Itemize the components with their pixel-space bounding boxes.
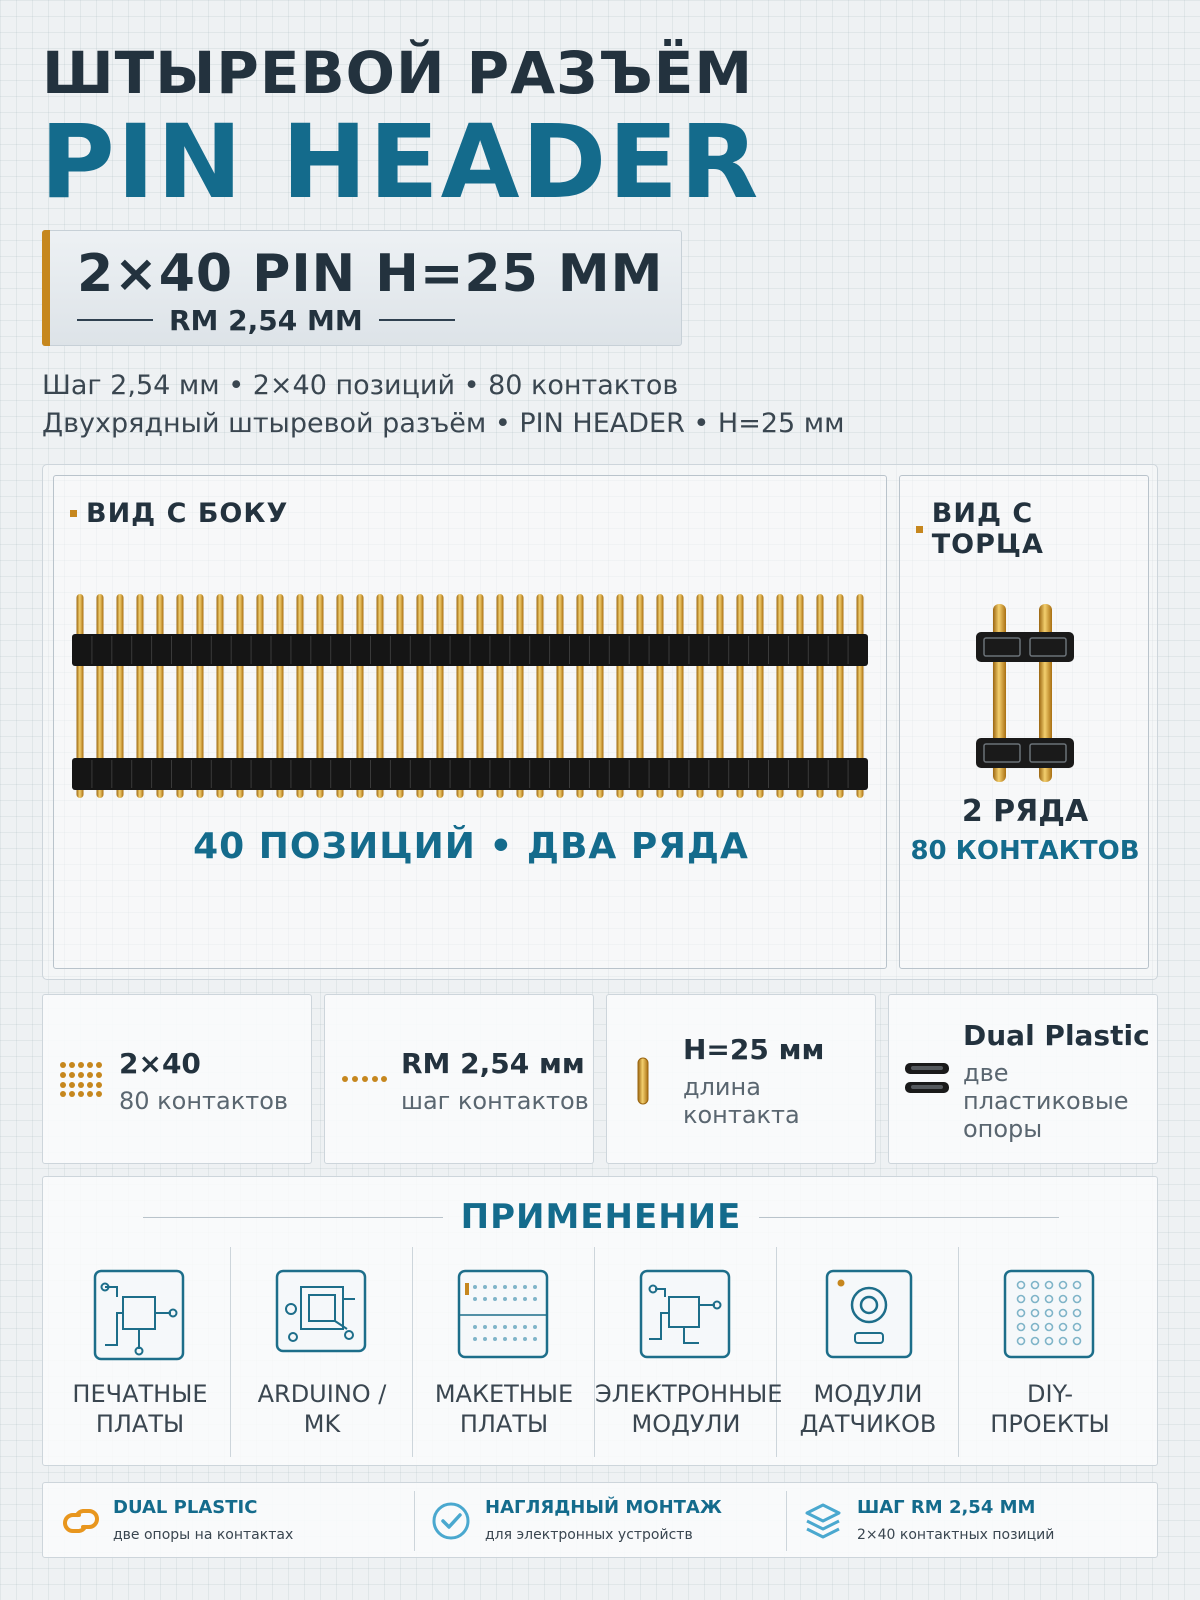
- title-russian: ШТЫРЕВОЙ РАЗЪЁМ: [42, 39, 754, 107]
- pin-grid-icon: [59, 1061, 103, 1097]
- sensor-module-icon: [821, 1269, 913, 1361]
- application-diy: [959, 1247, 1141, 1457]
- end-view-title: [916, 498, 1148, 560]
- application-label-line2: ПЛАТЫ: [95, 1410, 185, 1438]
- bottom-item-title: ШАГ RM 2,54 MM: [857, 1497, 1036, 1518]
- application-electronic-modules: [595, 1247, 783, 1457]
- description-line-2: Двухрядный штыревой разъём • PIN HEADER • H=25 мм: [42, 408, 845, 439]
- end-view-rows: 2 РЯДА: [961, 794, 1089, 829]
- bottom-item-pitch: [787, 1483, 1159, 1559]
- title-english: PIN HEADER: [40, 103, 761, 222]
- application-label: [413, 1379, 595, 1439]
- side-view-card: [53, 475, 887, 969]
- feature-subtitle-3: опоры: [963, 1115, 1043, 1143]
- divider-line: [77, 319, 153, 321]
- link-icon: [59, 1501, 103, 1541]
- diy-grid-icon: [1003, 1269, 1095, 1361]
- divider-line: [379, 319, 455, 321]
- applications-panel: [42, 1176, 1158, 1466]
- pin-length-icon: [637, 1057, 649, 1105]
- feature-title: RM 2,54 мм: [401, 1047, 585, 1080]
- application-breadboard: [413, 1247, 595, 1457]
- feature-card-pins: [42, 994, 312, 1164]
- feature-subtitle-1: длина: [683, 1073, 761, 1101]
- spec-box: [42, 230, 682, 346]
- application-label-line2: ПЛАТЫ: [459, 1410, 549, 1438]
- application-pcb: [49, 1247, 231, 1457]
- application-sensor-modules: [777, 1247, 959, 1457]
- dual-plastic-icon: [905, 1063, 949, 1093]
- side-view-drawing: [64, 586, 874, 806]
- application-label-line1: ARDUINO /: [257, 1380, 387, 1408]
- feature-subtitle-1: две: [963, 1059, 1009, 1087]
- application-label-line1: МОДУЛИ: [813, 1380, 923, 1408]
- breadboard-icon: [457, 1269, 549, 1361]
- layers-icon: [803, 1501, 843, 1541]
- end-plastic-bottom: [976, 738, 1074, 768]
- microcontroller-icon: [275, 1269, 367, 1361]
- feature-title: 2×40: [119, 1047, 201, 1080]
- application-label: [777, 1379, 959, 1439]
- applications-header: [43, 1197, 1159, 1237]
- spec-accent-bar: [42, 230, 50, 346]
- feature-card-length: [606, 994, 876, 1164]
- feature-card-pitch: [324, 994, 594, 1164]
- spec-pitch: RM 2,54 MM: [169, 303, 363, 337]
- feature-title: H=25 мм: [683, 1033, 825, 1066]
- bottom-item-dual-plastic: [43, 1483, 415, 1559]
- end-view-card: [899, 475, 1149, 969]
- feature-subtitle-2: контакта: [683, 1101, 800, 1129]
- bottom-item-title: DUAL PLASTIC: [113, 1497, 258, 1518]
- side-view-title-text: ВИД С БОКУ: [86, 498, 289, 529]
- bullet-icon: [916, 526, 923, 533]
- bullet-icon: [70, 510, 77, 517]
- pcb-icon: [93, 1269, 185, 1361]
- divider-line: [759, 1217, 1059, 1218]
- side-view-title: [70, 498, 288, 529]
- applications-title: ПРИМЕНЕНИЕ: [460, 1197, 742, 1237]
- feature-subtitle-2: пластиковые: [963, 1087, 1129, 1115]
- feature-title: Dual Plastic: [963, 1019, 1150, 1052]
- application-label-line1: ПЕЧАТНЫЕ: [72, 1380, 208, 1408]
- pitch-dots-icon: [341, 1075, 387, 1083]
- application-label: [49, 1379, 231, 1439]
- end-view-drawing: [972, 602, 1078, 786]
- application-label: [595, 1379, 783, 1439]
- bottom-info-bar: [42, 1482, 1158, 1558]
- end-view-title-text: ВИД С ТОРЦА: [931, 498, 1044, 560]
- application-label: [959, 1379, 1141, 1439]
- application-label-line2: МОДУЛИ: [631, 1410, 741, 1438]
- application-label-line1: МАКЕТНЫЕ: [434, 1380, 574, 1408]
- spec-main: 2×40 PIN H=25 MM: [77, 244, 664, 304]
- application-label-line2: ДАТЧИКОВ: [799, 1410, 937, 1438]
- feature-subtitle: 80 контактов: [119, 1087, 289, 1115]
- application-label: [231, 1379, 413, 1439]
- application-arduino: [231, 1247, 413, 1457]
- divider-line: [143, 1217, 443, 1218]
- bottom-item-assembly: [415, 1483, 787, 1559]
- views-panel: [42, 464, 1158, 980]
- spec-sub-row: [77, 305, 455, 335]
- feature-subtitle: шаг контактов: [401, 1087, 589, 1115]
- end-plastic-top: [976, 632, 1074, 662]
- application-label-line1: ЭЛЕКТРОННЫЕ: [595, 1380, 783, 1408]
- application-label-line2: ПРОЕКТЫ: [990, 1410, 1110, 1438]
- bottom-item-title: НАГЛЯДНЫЙ МОНТАЖ: [485, 1497, 722, 1518]
- bottom-item-subtitle: 2×40 контактных позиций: [857, 1527, 1055, 1543]
- application-label-line2: MK: [303, 1410, 341, 1438]
- check-circle-icon: [431, 1501, 471, 1541]
- bottom-item-subtitle: для электронных устройств: [485, 1527, 693, 1543]
- side-view-caption: 40 ПОЗИЦИЙ • ДВА РЯДА: [193, 826, 749, 867]
- application-label-line1: DIY-: [1026, 1380, 1074, 1408]
- circuit-module-icon: [639, 1269, 731, 1361]
- description-line-1: Шаг 2,54 мм • 2×40 позиций • 80 контактов: [42, 370, 679, 401]
- feature-card-dual-plastic: [888, 994, 1158, 1164]
- bottom-item-subtitle: две опоры на контактах: [113, 1527, 294, 1543]
- end-view-contacts: 80 КОНТАКТОВ: [910, 836, 1140, 866]
